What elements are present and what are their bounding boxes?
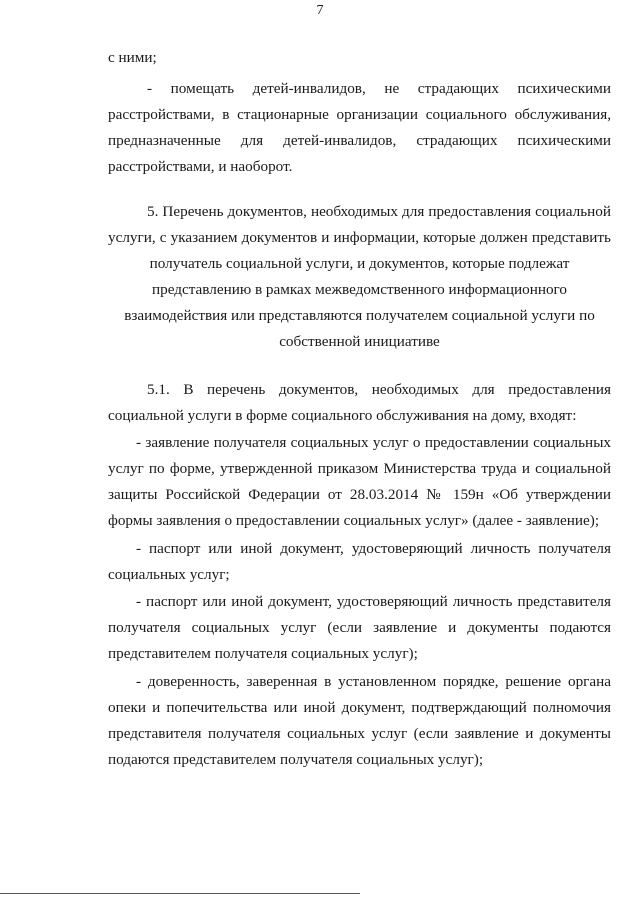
section-heading-line: услуги, с указанием документов и информации, которые должен представить [108,229,611,246]
list-item-line: представителя получателя социальных услуг (если заявление и документы [108,725,611,742]
section-heading-line: взаимодействия или представляются получателем социальной услуги по [124,307,595,324]
list-item-line: - заявление получателя социальных услуг о предоставлении социальных [136,434,611,451]
list-item-line: услуг по форме, утвержденной приказом Министерства труда и социальной [108,460,611,477]
text-line: расстройствами, в стационарные организации социального обслуживания, [108,106,611,123]
list-item-line: - паспорт или иной документ, удостоверяющий личность представителя [136,593,611,610]
list-item-line: защиты Российской Федерации от 28.03.2014 № 159н «Об утверждении [108,486,611,503]
list-item-line: - паспорт или иной документ, удостоверяющий личность получателя [136,540,611,557]
list-item-line: формы заявления о предоставлении социальных услуг» (далее - заявление); [108,512,600,529]
list-item-line: получателя социальных услуг (если заявление и документы подаются [108,619,611,636]
text-line: социальной услуги в форме социального обслуживания на дому, входят: [108,407,577,424]
bottom-divider [0,893,360,894]
section-heading-line: получатель социальной услуги, и документов, которые подлежат [149,255,570,272]
text-line: с ними; [108,49,157,66]
list-item-line: представителем получателя социальных услуг); [108,645,418,662]
text-line: расстройствами, и наоборот. [108,158,293,175]
text-line: 5.1. В перечень документов, необходимых для предоставления [147,381,611,398]
list-item-line: социальных услуг; [108,566,230,583]
list-item-line: опеки и попечительства или иной документ, подтверждающий полномочия [108,699,611,716]
text-line: - помещать детей-инвалидов, не страдающих психическими [147,80,611,97]
list-item-line: подаются представителем получателя социальных услуг); [108,751,484,768]
section-heading-line: представлению в рамках межведомственного информационного [151,281,568,298]
list-item-line: - доверенность, заверенная в установленном порядке, решение органа [136,673,611,690]
page-number: 7 [316,3,324,18]
section-heading-line: собственной инициативе [279,333,440,350]
section-heading-line: 5. Перечень документов, необходимых для предоставления социальной [147,203,611,220]
text-line: предназначенные для детей-инвалидов, страдающих психическими [108,132,611,149]
